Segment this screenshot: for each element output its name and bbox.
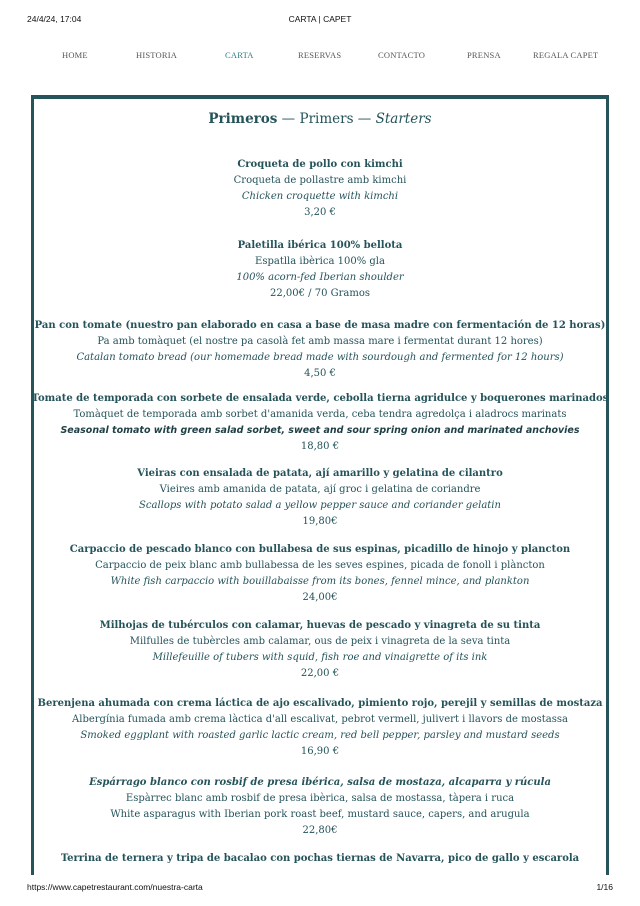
dish-name-es: Paletilla ibérica 100% bellota — [237, 240, 403, 251]
dish-name-ca: Espàrrec blanc amb rosbif de presa ibèrica, salsa de mostassa, tàpera i ruca — [125, 793, 515, 804]
dish-price: 16,90 € — [300, 746, 340, 757]
dish-name-en: Catalan tomato bread (our homemade bread made with sourdough and fermented for 12 hours) — [76, 352, 564, 363]
dish-price: 18,80 € — [300, 441, 340, 452]
nav-carta[interactable]: CARTA — [225, 50, 254, 60]
dish-name-ca: Milfulles de tubèrcles amb calamar, ous de peix i vinagreta de la seva tinta — [129, 636, 511, 647]
print-footer — [0, 882, 640, 896]
dish-item — [0, 542, 640, 606]
dish-name-es: Carpaccio de pescado blanco con bullabesa de sus espinas, picadillo de hinojo y plancton — [69, 544, 571, 555]
dish-name-en: 100% acorn-fed Iberian shoulder — [236, 272, 404, 283]
dish-name-es: Pan con tomate (nuestro pan elaborado en casa a base de masa madre con fermentación de 12 horas) — [34, 320, 606, 331]
dish-item — [0, 851, 640, 867]
dish-name-ca: Vieires amb amanida de patata, ají groc i gelatina de coriandre — [159, 484, 481, 495]
nav-contacto[interactable]: CONTACTO — [378, 50, 426, 60]
print-date: 24/4/24, 17:04 — [27, 14, 82, 24]
nav-prensa[interactable]: PRENSA — [467, 50, 501, 60]
dish-name-ca: Carpaccio de peix blanc amb bullabessa de les seves espines, picada de fonoll i plàncton — [95, 560, 545, 571]
dish-name-es: Terrina de ternera y tripa de bacalao con pochas tiernas de Navarra, pico de gallo y escarola — [60, 853, 580, 864]
dish-item — [0, 466, 640, 530]
dish-name-en: White asparagus with Iberian pork roast beef, mustard sauce, capers, and arugula — [110, 809, 530, 820]
dish-name-ca: Croqueta de pollastre amb kimchi — [233, 175, 407, 186]
dish-name-en: Smoked eggplant with roasted garlic lactic cream, red bell pepper, parsley and mustard seeds — [80, 730, 560, 741]
nav-home[interactable]: HOME — [62, 50, 88, 60]
print-page-title: CARTA | CAPET — [288, 14, 352, 24]
section-title: Primeros — Primers — Starters — [208, 111, 432, 127]
dish-name-ca: Espatlla ibèrica 100% gla — [255, 256, 385, 267]
print-page-number: 1/16 — [596, 882, 613, 892]
dish-name-ca: Pa amb tomàquet (el nostre pa casolà fet amb massa mare i fermentat durant 12 hores) — [97, 336, 543, 347]
dish-price: 22,00€ / 70 Gramos — [270, 288, 370, 299]
dish-item — [0, 775, 640, 839]
dish-name-es: Milhojas de tubérculos con calamar, huevas de pescado y vinagreta de su tinta — [99, 620, 541, 631]
dish-name-en: Millefeuille of tubers with squid, fish roe and vinaigrette of its ink — [152, 652, 488, 663]
section-title-es: Primeros — [208, 111, 278, 127]
main-nav — [0, 50, 640, 64]
dish-name-ca: Albergínia fumada amb crema làctica d'all escalivat, pebrot vermell, julivert i llavors de mostassa — [72, 714, 568, 725]
dish-name-es: Croqueta de pollo con kimchi — [237, 159, 403, 170]
dish-name-en: White fish carpaccio with bouillabaisse from its bones, fennel mince, and plankton — [110, 576, 530, 587]
print-header — [0, 14, 640, 28]
print-url: https://www.capetrestaurant.com/nuestra-carta — [27, 882, 203, 892]
nav-reservas[interactable]: RESERVAS — [298, 50, 342, 60]
dish-name-en: Scallops with potato salad a yellow pepper sauce and coriander gelatin — [139, 500, 501, 511]
dish-item — [0, 238, 640, 302]
dish-name-ca: Tomàquet de temporada amb sorbet d'amanida verda, ceba tendra agredolça i aladrocs marinats — [73, 409, 567, 420]
dish-price: 24,00€ — [302, 592, 338, 603]
dish-price: 19,80€ — [302, 516, 338, 527]
dish-name-en: Chicken croquette with kimchi — [241, 191, 399, 202]
dish-name-es: Espárrago blanco con rosbif de presa ibérica, salsa de mostaza, alcaparra y rúcula — [89, 777, 551, 788]
dish-name-en: Seasonal tomato with green salad sorbet, sweet and sour spring onion and marinated anchovies — [60, 425, 580, 436]
section-title-ca: Primers — [299, 111, 354, 127]
dish-item — [0, 618, 640, 682]
dish-price: 22,00 € — [300, 668, 340, 679]
dish-price: 22,80€ — [302, 825, 338, 836]
nav-regala-capet[interactable]: REGALA CAPET — [533, 50, 599, 60]
dish-item — [0, 318, 640, 382]
dish-price: 3,20 € — [304, 207, 336, 218]
dish-item — [0, 157, 640, 221]
section-title-en: Starters — [375, 111, 432, 127]
nav-historia[interactable]: HISTORIA — [136, 50, 178, 60]
dish-price: 4,50 € — [304, 368, 336, 379]
dish-name-es: Vieiras con ensalada de patata, ají amarillo y gelatina de cilantro — [137, 468, 503, 479]
dish-item — [0, 391, 640, 455]
dish-item — [0, 696, 640, 760]
dish-name-es: Berenjena ahumada con crema láctica de ajo escalivado, pimiento rojo, perejil y semillas de mostaza — [37, 698, 603, 709]
dish-name-es: Tomate de temporada con sorbete de ensalada verde, cebolla tierna agridulce y boquerones marinados — [31, 393, 609, 404]
